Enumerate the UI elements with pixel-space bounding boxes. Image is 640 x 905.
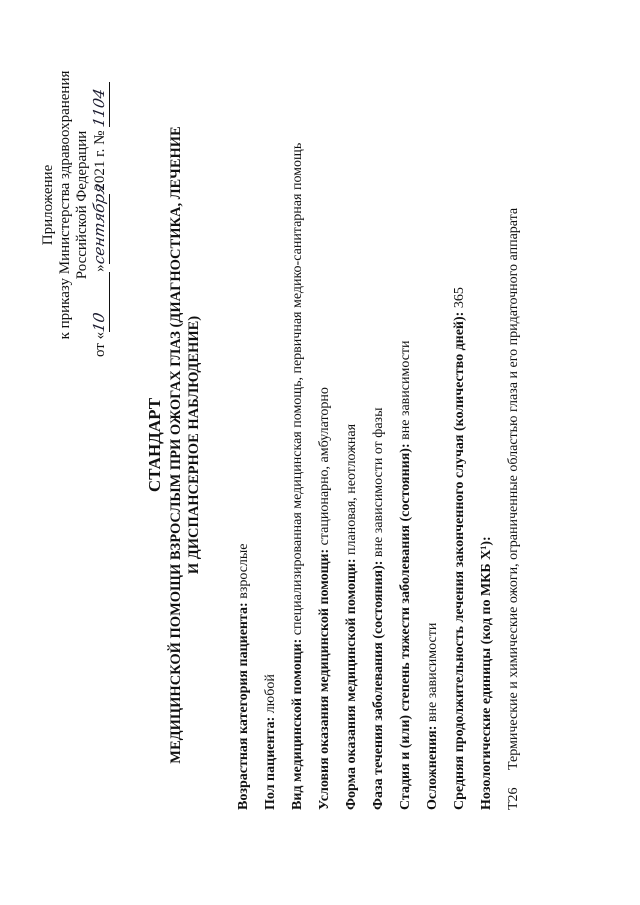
order-date-line: [91, 45, 110, 365]
order-month-signature: [90, 182, 110, 266]
title-line-main: МЕДИЦИНСКОЙ ПОМОЩИ ВЗРОСЛЫМ ПРИ ОЖОГАХ ГЛАЗ (ДИАГНОСТИКА, ЛЕЧЕНИЕ: [168, 126, 184, 764]
field-sex: [257, 20, 284, 810]
field-value: плановая, неотложная: [344, 423, 359, 559]
order-prefix: от «: [92, 331, 108, 357]
field-value: специализированная медицинская помощь, первичная медико-санитарная помощь: [290, 142, 305, 639]
appendix-federation: Российской Федерации: [74, 130, 90, 280]
standard-title: [145, 25, 203, 865]
appendix-title: Приложение: [40, 164, 56, 246]
title-heading: СТАНДАРТ: [145, 397, 164, 493]
field-disease-phase: [365, 20, 392, 810]
order-number: 1104: [90, 86, 108, 129]
field-value: вне зависимости: [398, 340, 413, 444]
field-value: вне зависимости от фазы: [371, 407, 386, 561]
field-label: Фаза течения заболевания (состояния):: [371, 560, 386, 810]
field-label: Пол пациента:: [263, 716, 278, 810]
field-treatment-duration: [446, 20, 473, 810]
appendix-block: [40, 45, 110, 365]
field-value: стационарно, амбулаторно: [317, 387, 332, 549]
icd-description: Термические и химические ожоги, ограниченные областью глаза и его придаточного аппарата: [506, 207, 521, 770]
nosology-row: [500, 20, 527, 810]
field-label: Возрастная категория пациента:: [236, 602, 251, 810]
field-value: любой: [263, 674, 278, 717]
field-label: Средняя продолжительность лечения законченного случая (количество дней):: [452, 311, 467, 810]
field-label: Условия оказания медицинской помощи:: [317, 548, 332, 810]
field-label: Форма оказания медицинской помощи:: [344, 558, 359, 810]
field-complications: [419, 20, 446, 810]
field-care-conditions: [311, 20, 338, 810]
order-year: 2021 г. №: [92, 130, 108, 191]
icd-code: T26: [506, 787, 521, 810]
field-care-form: [338, 20, 365, 810]
standard-fields: [230, 20, 527, 810]
field-value: 365: [452, 287, 467, 312]
field-label: Осложнения:: [425, 725, 440, 810]
field-label: Нозологические единицы (код по МКБ X¹):: [479, 536, 494, 810]
title-line-continuation: И ДИСПАНСЕРНОЕ НАБЛЮДЕНИЕ): [186, 315, 202, 575]
field-label: Стадия и (или) степень тяжести заболевания (состояния):: [398, 443, 413, 810]
field-nosology-units: [473, 20, 500, 810]
field-age-category: [230, 20, 257, 810]
order-number-signature: [91, 82, 110, 127]
order-month: сентября: [90, 182, 108, 266]
appendix-order-ref: к приказу Министерства здравоохранения: [57, 70, 73, 340]
field-value: взрослые: [236, 543, 251, 603]
field-care-type: [284, 20, 311, 810]
field-value: вне зависимости: [425, 622, 440, 726]
field-label: Вид медицинской помощи:: [290, 638, 305, 810]
order-day: 10: [90, 311, 108, 334]
order-day-signature: [91, 272, 110, 332]
field-severity-stage: [392, 20, 419, 810]
order-mid: »: [92, 264, 108, 272]
